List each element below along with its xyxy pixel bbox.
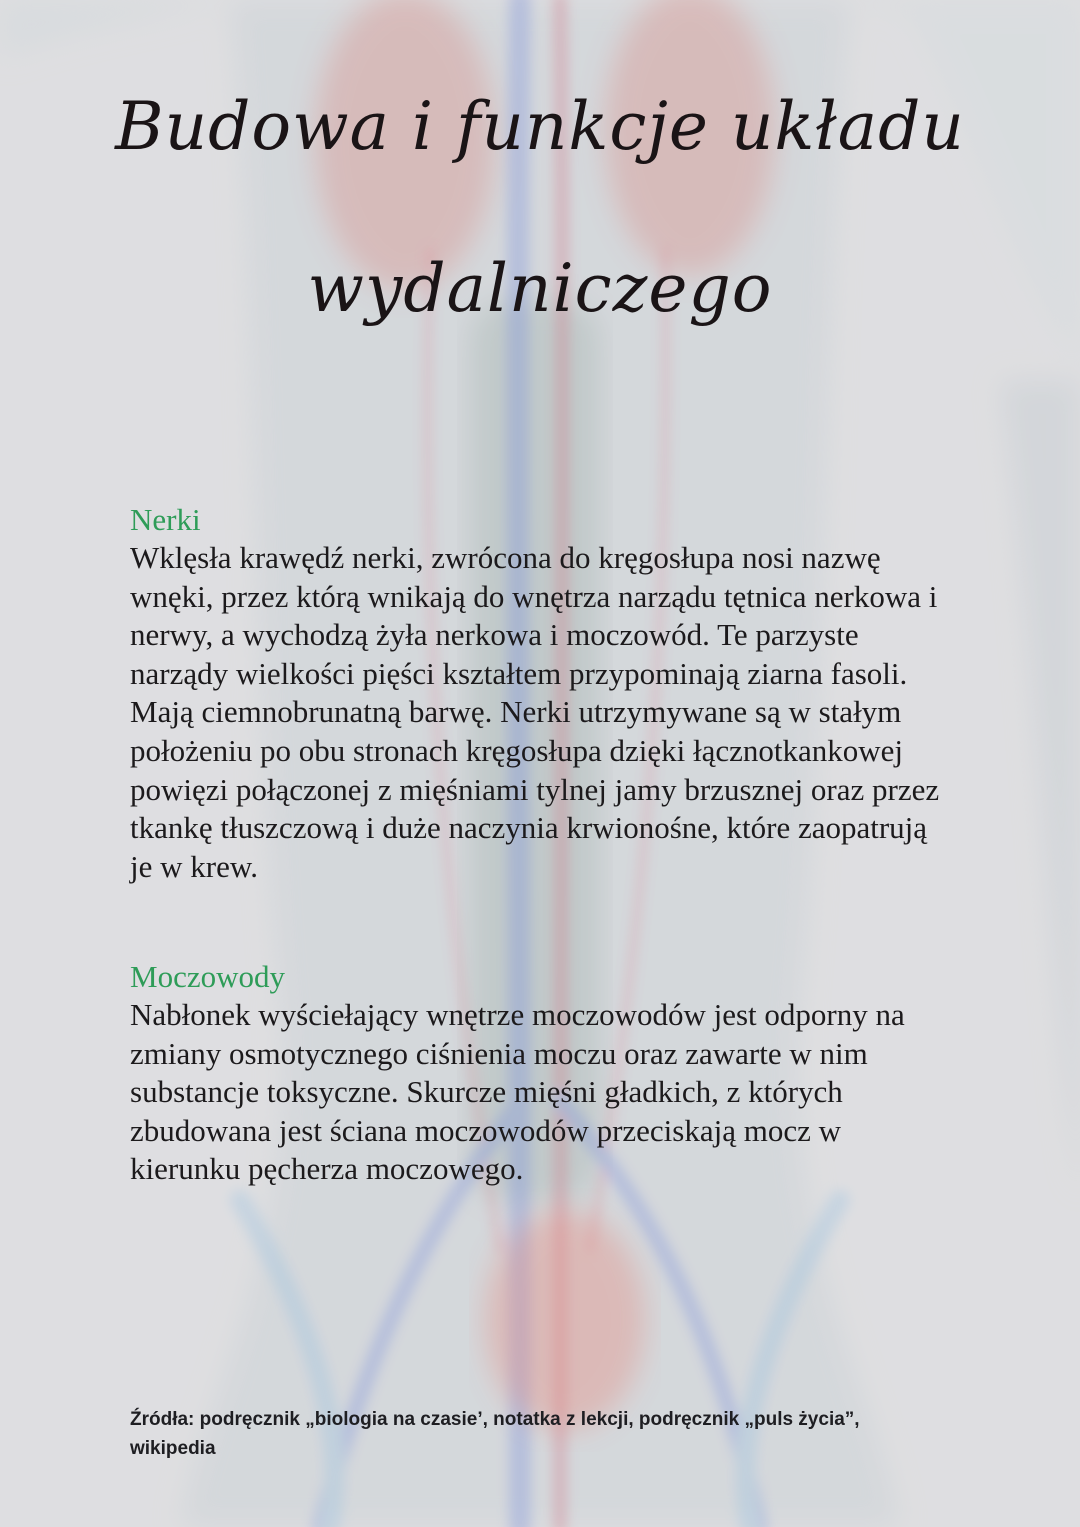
section-paragraph: Wklęsła krawędź nerki, zwrócona do kręgosłupa nosi nazwę wnęki, przez którą wnikają do wnętrza narządu tętnica nerkowa i nerwy, a wychodzą żyła nerkowa i moczowód. Te parzyste narządy wielkości pięści kształtem przypominają ziarna fasoli. Mają ciemnobrunatną barwę. Nerki utrzymywane są w stałym położeniu po obu stronach kręgosłupa dzięki łącznotkankowej powięzi połączonej z mięśniami tylnej jamy brzusznej oraz przez tkankę tłuszczową i duże naczynia krwionośne, które zaopatrują je w krew. — [130, 540, 940, 884]
section-nerki — [130, 501, 950, 886]
section-heading: Nerki — [130, 502, 201, 537]
section-paragraph: Nabłonek wyściełający wnętrze moczowodów jest odporny na zmiany osmotycznego ciśnienia moczu oraz zawarte w nim substancje toksyczne. Skurcze mięśni gładkich, z których zbudowana jest ściana moczowodów przeciskają mocz w kierunku pęcherza moczowego. — [130, 997, 905, 1187]
page-title-line2: wydalniczego — [307, 250, 773, 327]
sources-note: Źródła: podręcznik „biologia na czasie’, notatka z lekcji, podręcznik „puls życia”, wikipedia — [130, 1409, 860, 1459]
section-moczowody — [130, 958, 950, 1189]
page-title-line1: Budowa i funkcje układu — [115, 88, 965, 165]
section-heading: Moczowody — [130, 959, 285, 994]
